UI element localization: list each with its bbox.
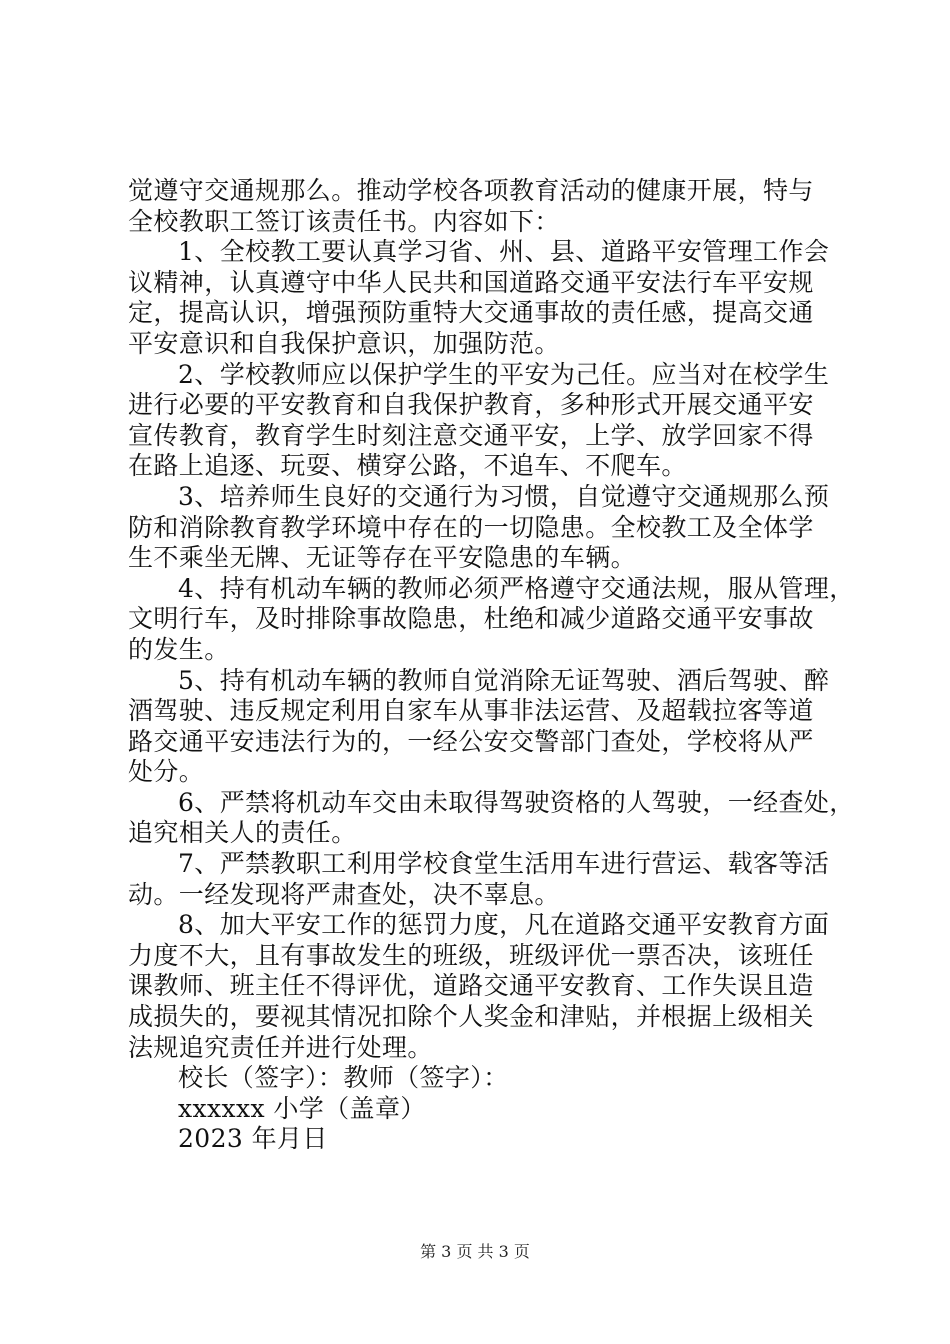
text-line: 平安意识和自我保护意识，加强防范。	[128, 328, 560, 358]
text-line: 宣传教育，教育学生时刻注意交通平安，上学、放学回家不得	[128, 420, 814, 450]
text-line: 在路上追逐、玩耍、横穿公路，不追车、不爬车。	[128, 451, 687, 481]
text-line: 5、持有机动车辆的教师自觉消除无证驾驶、酒后驾驶、醉	[178, 665, 830, 695]
text-line: 处分。	[128, 757, 205, 787]
text-line: xxxxxx 小学（盖章）	[178, 1093, 426, 1123]
page-footer: 第 3 页 共 3 页	[420, 1242, 530, 1261]
text-line: 力度不大，且有事故发生的班级，班级评优一票否决，该班任	[128, 940, 814, 970]
text-line: 校长（签字）：教师（签字）：	[178, 1063, 509, 1093]
text-line: 进行必要的平安教育和自我保护教育，多种形式开展交通平安	[128, 390, 814, 420]
text-line: 生不乘坐无牌、无证等存在平安隐患的车辆。	[128, 543, 637, 573]
text-line: 酒驾驶、违反规定利用自家车从事非法运营、及超载拉客等道	[128, 696, 814, 726]
text-line: 防和消除教育教学环境中存在的一切隐患。全校教工及全体学	[128, 512, 814, 542]
text-line: 7、严禁教职工利用学校食堂生活用车进行营运、载客等活	[178, 849, 830, 879]
text-line: 定，提高认识，增强预防重特大交通事故的责任感，提高交通	[128, 298, 814, 328]
text-line: 议精神，认真遵守中华人民共和国道路交通平安法行车平安规	[128, 267, 814, 297]
text-line: 文明行车，及时排除事故隐患，杜绝和减少道路交通平安事故	[128, 604, 814, 634]
text-line: 觉遵守交通规那么。推动学校各项教育活动的健康开展，特与	[128, 176, 814, 205]
text-line: 追究相关人的责任。	[128, 818, 357, 848]
text-line: 6、严禁将机动车交由未取得驾驶资格的人驾驶，一经查处，	[178, 787, 855, 817]
text-line: 2、学校教师应以保护学生的平安为己任。应当对在校学生	[178, 359, 830, 389]
text-line: 课教师、班主任不得评优，道路交通平安教育、工作失误且造	[128, 971, 814, 1001]
text-line: 成损失的，要视其情况扣除个人奖金和津贴，并根据上级相关	[128, 1002, 814, 1032]
text-line: 2023 年月日	[178, 1124, 328, 1154]
text-line: 8、加大平安工作的惩罚力度，凡在道路交通平安教育方面	[178, 910, 830, 940]
text-line: 的发生。	[128, 634, 230, 664]
text-line: 路交通平安违法行为的，一经公安交警部门查处，学校将从严	[128, 726, 814, 756]
text-line: 1、全校教工要认真学习省、州、县、道路平安管理工作会	[178, 237, 830, 267]
text-line: 动。一经发现将严肃查处，决不辜息。	[128, 879, 560, 909]
text-line: 全校教职工签订该责任书。内容如下：	[128, 206, 560, 236]
text-line: 法规追究责任并进行处理。	[128, 1032, 433, 1062]
text-line: 3、培养师生良好的交通行为习惯，自觉遵守交通规那么预	[178, 481, 830, 511]
document-body	[128, 176, 855, 1155]
text-line: 4、持有机动车辆的教师必须严格遵守交通法规，服从管理，	[178, 573, 855, 603]
